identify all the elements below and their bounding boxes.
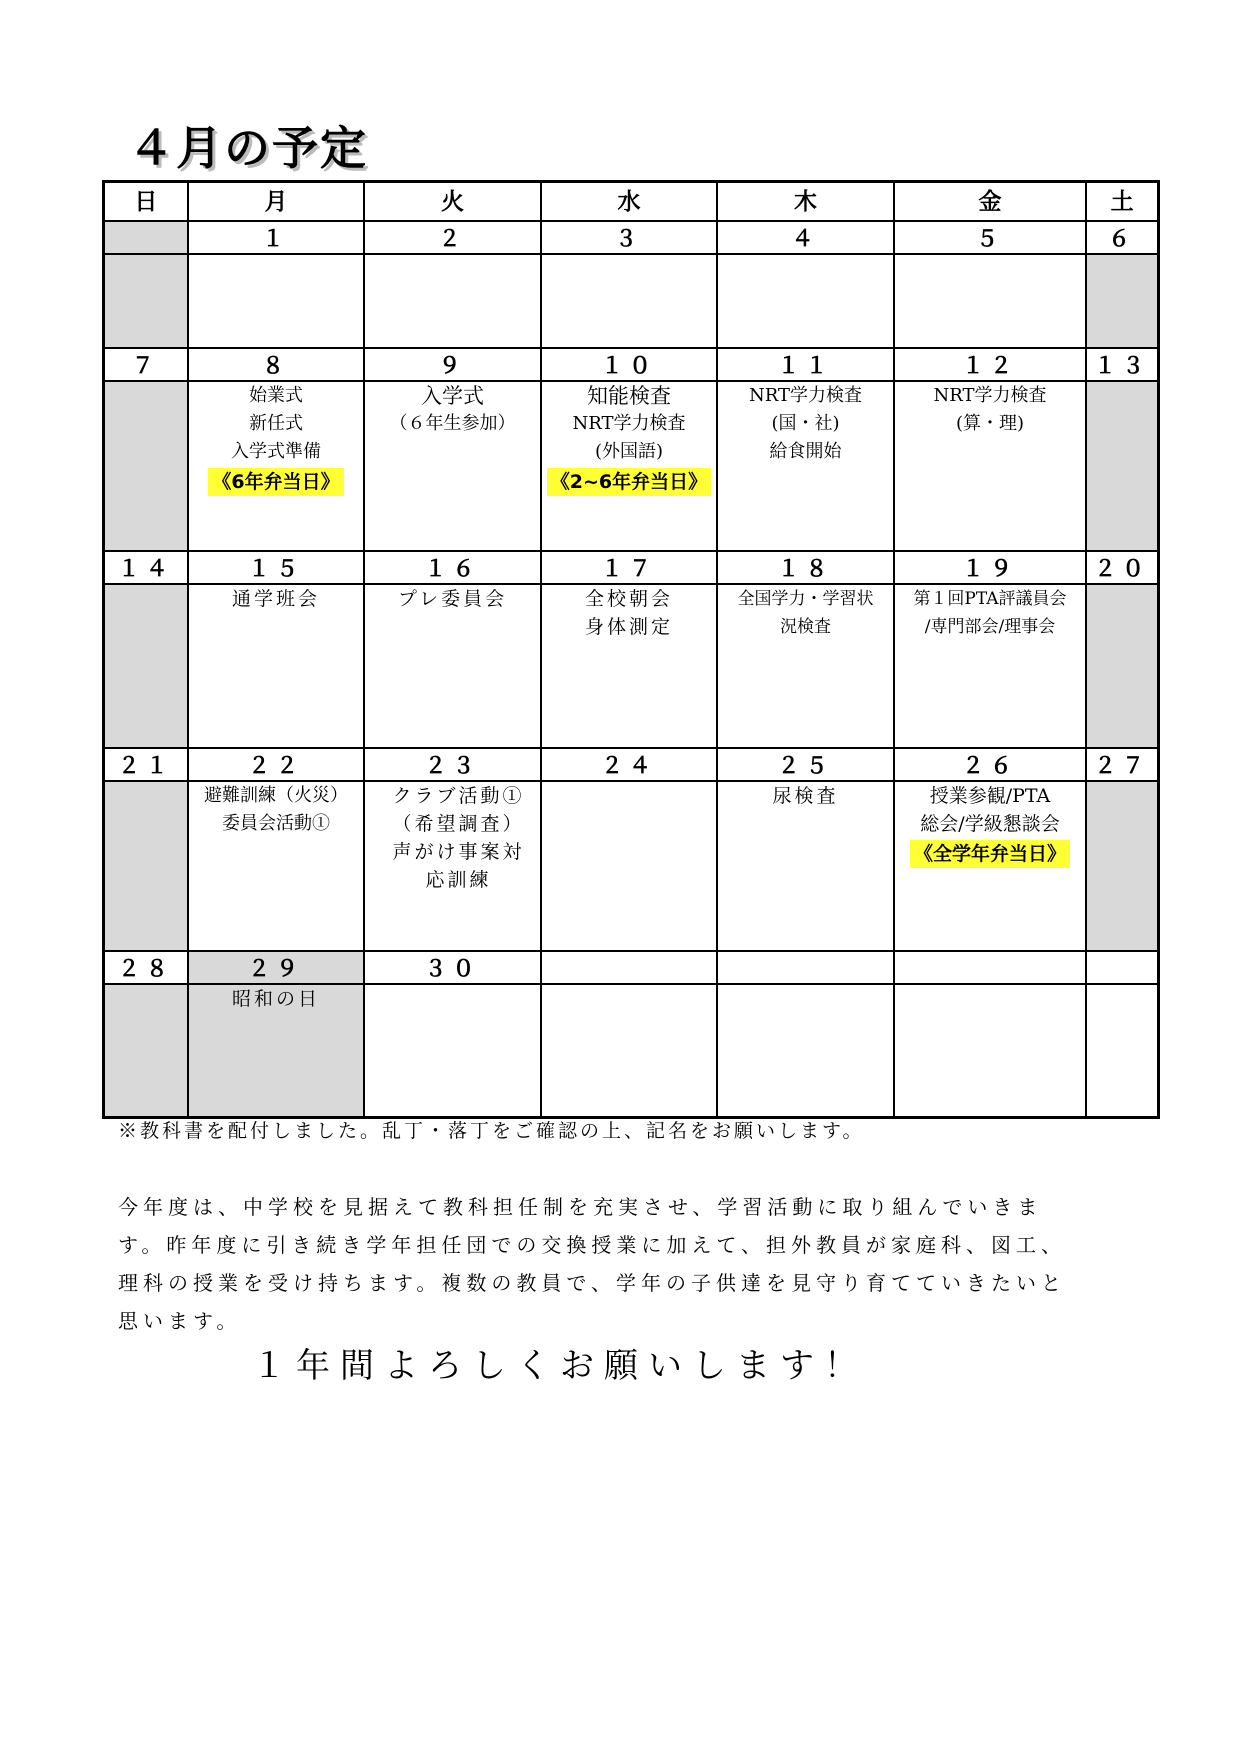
date-cell: ２: [364, 221, 541, 254]
event-cell: [717, 781, 894, 951]
date-cell: ２５: [717, 748, 894, 781]
date-cell: １４: [104, 551, 188, 584]
date-cell: １: [188, 221, 365, 254]
date-cell: １６: [364, 551, 541, 584]
event-cell: [104, 584, 188, 748]
event-text: 始業式: [248, 385, 303, 406]
event-cell: [1086, 984, 1158, 1118]
event-cell: [541, 584, 718, 748]
event-text: NRT学力検査: [572, 413, 686, 434]
lunch-day-badge: 《全学年弁当日》: [910, 840, 1070, 868]
event-cell: [364, 381, 541, 551]
weekday-fri: 金: [894, 182, 1087, 222]
date-row: [104, 221, 1159, 254]
date-row: [104, 951, 1159, 984]
event-text: クラブ活動①: [392, 785, 525, 807]
event-text: (算・理): [955, 413, 1025, 434]
date-cell: ２８: [104, 951, 188, 984]
event-text: プレ委員会: [397, 588, 508, 610]
event-text: 昭和の日: [231, 988, 320, 1010]
event-cell: [717, 254, 894, 348]
event-cell: [894, 781, 1087, 951]
date-cell: ７: [104, 348, 188, 381]
date-cell: ２９: [188, 951, 365, 984]
weekday-thu: 木: [717, 182, 894, 222]
event-row: [104, 984, 1159, 1118]
event-text: /専門部会/理事会: [924, 617, 1056, 637]
event-cell: [894, 254, 1087, 348]
event-text: 通学班会: [231, 588, 320, 610]
paragraph-line: 思います。: [118, 1309, 242, 1333]
event-text: (外国語): [594, 441, 663, 462]
date-cell: ２２: [188, 748, 365, 781]
date-cell: ３０: [364, 951, 541, 984]
event-cell: [894, 984, 1087, 1118]
event-cell: [541, 984, 718, 1118]
event-cell: [364, 254, 541, 348]
date-cell: ２１: [104, 748, 188, 781]
event-row: [104, 254, 1159, 348]
textbook-note: ※教科書を配付しました。乱丁・落丁をご確認の上、記名をお願いします。: [118, 1120, 865, 1142]
event-cell: [188, 584, 365, 748]
paragraph-line: 理科の授業を受け持ちます。複数の教員で、学年の子供達を見守り育てていきたいと: [118, 1271, 1066, 1295]
weekday-wed: 水: [541, 182, 718, 222]
weekday-mon: 月: [188, 182, 365, 222]
paragraph-line: 今年度は、中学校を見据えて教科担任制を充実させ、学習活動に取り組んでいきま: [118, 1195, 1043, 1219]
event-text: 尿検査: [772, 785, 839, 807]
date-cell: １５: [188, 551, 365, 584]
date-cell: ２７: [1086, 748, 1158, 781]
date-cell: [541, 951, 718, 984]
event-cell: [894, 381, 1087, 551]
date-cell: ２４: [541, 748, 718, 781]
weekday-sun: 日: [104, 182, 188, 222]
date-row: [104, 551, 1159, 584]
date-cell: ９: [364, 348, 541, 381]
event-text: 新任式: [248, 413, 303, 434]
event-text: 全校朝会: [584, 588, 673, 610]
event-text: 授業参観/PTA: [929, 785, 1051, 807]
event-cell: [1086, 781, 1158, 951]
date-cell: １８: [717, 551, 894, 584]
event-cell: [104, 381, 188, 551]
date-cell: ２０: [1086, 551, 1158, 584]
lunch-day-badge: 《6年弁当日》: [208, 468, 343, 496]
date-cell: [104, 221, 188, 254]
date-cell: [894, 951, 1087, 984]
paragraph-line: す。昨年度に引き続き学年担任団での交換授業に加えて、担外教員が家庭科、図工、: [118, 1233, 1066, 1257]
event-cell: [1086, 584, 1158, 748]
event-text: （希望調査）: [392, 813, 525, 835]
event-cell: [541, 381, 718, 551]
event-cell: [364, 781, 541, 951]
event-cell: [364, 584, 541, 748]
weekday-header-row: [104, 182, 1159, 222]
weekday-sat: 土: [1086, 182, 1158, 222]
event-cell: [541, 781, 718, 951]
page-title: ４月の予定: [128, 121, 368, 175]
date-row: [104, 348, 1159, 381]
event-cell: [364, 984, 541, 1118]
event-text: 声がけ事案対: [392, 841, 525, 863]
date-cell: １０: [541, 348, 718, 381]
date-cell: [1086, 951, 1158, 984]
weekday-tue: 火: [364, 182, 541, 222]
event-text: NRT学力検査: [748, 385, 862, 406]
event-text: 委員会活動①: [221, 813, 330, 834]
event-cell: [188, 781, 365, 951]
event-cell: [1086, 381, 1158, 551]
event-text: （６年生参加）: [389, 413, 516, 434]
event-cell: [541, 254, 718, 348]
event-row: [104, 584, 1159, 748]
event-text: 総会/学級懇談会: [920, 813, 1060, 835]
event-text: 況検査: [779, 617, 831, 637]
date-cell: ６: [1086, 221, 1158, 254]
event-text: (国・社): [771, 413, 840, 434]
event-cell: [104, 781, 188, 951]
date-cell: ４: [717, 221, 894, 254]
event-text: 知能検査: [586, 384, 671, 408]
event-cell: [717, 584, 894, 748]
event-cell: [717, 381, 894, 551]
event-text: 身体測定: [584, 616, 673, 638]
date-cell: １７: [541, 551, 718, 584]
event-row: [104, 781, 1159, 951]
event-text: 入学式準備: [230, 441, 321, 462]
event-cell: [894, 584, 1087, 748]
date-cell: ５: [894, 221, 1087, 254]
event-text: 給食開始: [769, 441, 842, 462]
lunch-day-badge: 《2~6年弁当日》: [547, 468, 711, 496]
event-text: 第１回PTA評議員会: [913, 589, 1067, 609]
event-cell: [104, 984, 188, 1118]
event-cell: [717, 984, 894, 1118]
event-text: NRT学力検査: [933, 385, 1047, 406]
date-cell: ２３: [364, 748, 541, 781]
event-text: 避難訓練（火災）: [203, 785, 348, 806]
date-cell: １１: [717, 348, 894, 381]
event-cell: [188, 381, 365, 551]
date-row: [104, 748, 1159, 781]
event-cell: [104, 254, 188, 348]
event-text: 入学式: [420, 384, 484, 408]
event-text: 全国学力・学習状: [737, 589, 874, 609]
message-paragraph: [118, 1188, 1118, 1340]
date-cell: ２６: [894, 748, 1087, 781]
date-cell: １２: [894, 348, 1087, 381]
date-cell: ３: [541, 221, 718, 254]
date-cell: [717, 951, 894, 984]
date-cell: １９: [894, 551, 1087, 584]
event-cell: [1086, 254, 1158, 348]
date-cell: １３: [1086, 348, 1158, 381]
event-cell: [188, 984, 365, 1118]
closing-message: １年間よろしくお願いします！: [252, 1346, 868, 1386]
event-cell: [188, 254, 365, 348]
event-text: 応訓練: [425, 869, 492, 891]
event-row: [104, 381, 1159, 551]
date-cell: ８: [188, 348, 365, 381]
calendar-table: [102, 180, 1160, 1119]
